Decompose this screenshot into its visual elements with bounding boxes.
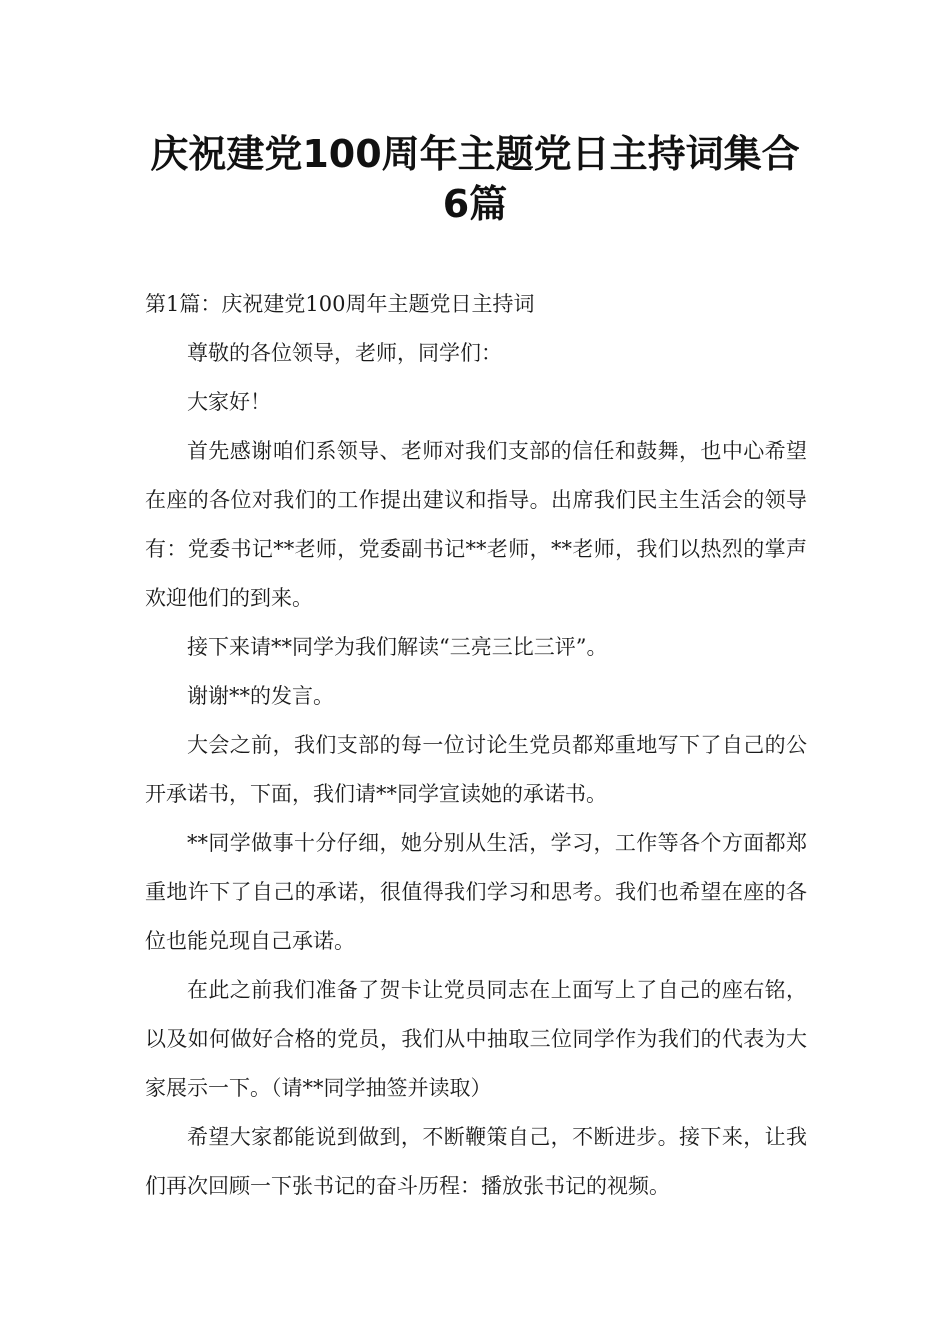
- paragraph: 在此之前我们准备了贺卡让党员同志在上面写上了自己的座右铭，以及如何做好合格的党员，我们从中抽取三位同学作为我们的代表为大家展示一下。（请**同学抽签并读取）: [145, 978, 807, 1100]
- paragraph: 谢谢**的发言。: [187, 684, 334, 708]
- paragraph: 大会之前，我们支部的每一位讨论生党员都郑重地写下了自己的公开承诺书，下面，我们请**同学宣读她的承诺书。: [145, 733, 807, 806]
- paragraph: **同学做事十分仔细，她分别从生活，学习，工作等各个方面都郑重地许下了自己的承诺，很值得我们学习和思考。我们也希望在座的各位也能兑现自己承诺。: [145, 831, 807, 953]
- paragraph: 大家好！: [187, 390, 271, 414]
- document-title-line1: 庆祝建党100周年主题党日主持词集合: [150, 132, 800, 176]
- document-title-line2: 6篇: [442, 182, 508, 226]
- paragraph: 首先感谢咱们系领导、老师对我们支部的信任和鼓舞，也中心希望在座的各位对我们的工作提出建议和指导。出席我们民主生活会的领导有：党委书记**老师，党委副书记**老师，**老师，我们以热烈的掌声欢迎他们的到来。: [145, 439, 807, 610]
- paragraph: 接下来请**同学为我们解读“三亮三比三评”。: [187, 635, 608, 659]
- paragraph: 尊敬的各位领导，老师，同学们：: [187, 341, 502, 365]
- section-heading: 第1篇：庆祝建党100周年主题党日主持词: [145, 292, 535, 316]
- document-body: [145, 280, 807, 1211]
- paragraph: 希望大家都能说到做到，不断鞭策自己，不断进步。接下来，让我们再次回顾一下张书记的奋斗历程：播放张书记的视频。: [145, 1125, 807, 1198]
